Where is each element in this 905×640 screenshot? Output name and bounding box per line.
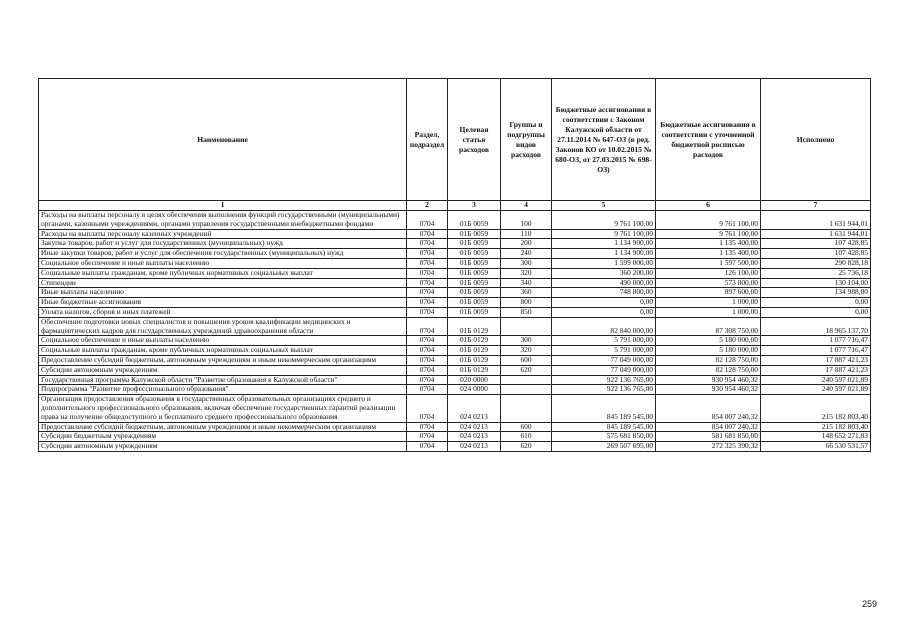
row-group: 320 — [501, 268, 552, 278]
row-budget-law: 922 136 765,00 — [552, 385, 656, 395]
row-executed: 17 887 421,23 — [761, 355, 871, 365]
row-section: 0704 — [407, 365, 448, 375]
table-body — [39, 211, 871, 452]
column-number: 7 — [761, 201, 871, 211]
row-budget-refined: 897 600,00 — [656, 288, 761, 298]
row-name: Предоставление субсидий бюджетным, автономным учреждениям и иным некоммерческим организациям — [39, 355, 407, 365]
row-target: 01Б 0129 — [448, 355, 501, 365]
row-budget-refined: 573 800,00 — [656, 278, 761, 288]
table-row — [39, 239, 871, 249]
row-executed: 18 965 137,70 — [761, 317, 871, 336]
header-groups: Группы и подгруппы видов расходов — [501, 79, 552, 201]
row-budget-refined: 930 954 460,32 — [656, 385, 761, 395]
header-section: Раздел, подраздел — [407, 79, 448, 201]
row-section: 0704 — [407, 336, 448, 346]
column-number: 1 — [39, 201, 407, 211]
row-target: 01Б 0059 — [448, 249, 501, 259]
table-row — [39, 365, 871, 375]
row-target: 01Б 0129 — [448, 336, 501, 346]
budget-table — [38, 78, 871, 452]
row-group: 240 — [501, 249, 552, 259]
row-target: 024 0213 — [448, 442, 501, 452]
row-budget-refined: 272 325 390,32 — [656, 442, 761, 452]
column-number: 3 — [448, 201, 501, 211]
row-target: 024 0000 — [448, 385, 501, 395]
row-budget-refined: 126 100,00 — [656, 268, 761, 278]
column-number: 5 — [552, 201, 656, 211]
row-budget-law: 77 049 000,00 — [552, 355, 656, 365]
row-section: 0704 — [407, 395, 448, 422]
row-target: 01Б 0059 — [448, 258, 501, 268]
row-section: 0704 — [407, 307, 448, 317]
column-number: 4 — [501, 201, 552, 211]
row-executed: 0,00 — [761, 298, 871, 308]
row-executed: 290 828,18 — [761, 258, 871, 268]
row-group: 850 — [501, 307, 552, 317]
row-budget-law: 5 791 000,00 — [552, 336, 656, 346]
row-name: Иные закупки товаров, работ и услуг для обеспечения государственных (муниципальных) нужд — [39, 249, 407, 259]
table-row — [39, 375, 871, 385]
header-row — [39, 79, 871, 201]
row-executed: 1 077 716,47 — [761, 336, 871, 346]
row-budget-law: 360 200,00 — [552, 268, 656, 278]
row-section: 0704 — [407, 211, 448, 230]
row-budget-law: 748 800,00 — [552, 288, 656, 298]
row-budget-refined: 1 135 400,00 — [656, 249, 761, 259]
row-name: Государственная программа Калужской области "Развитие образования в Калужской области" — [39, 375, 407, 385]
row-budget-law: 1 599 000,00 — [552, 258, 656, 268]
row-budget-refined: 5 180 000,00 — [656, 336, 761, 346]
row-budget-refined: 854 007 240,32 — [656, 422, 761, 432]
row-section: 0704 — [407, 278, 448, 288]
row-name: Закупка товаров, работ и услуг для государственных (муниципальных) нужд — [39, 239, 407, 249]
row-name: Иные бюджетные ассигнования — [39, 298, 407, 308]
row-executed: 107 428,85 — [761, 249, 871, 259]
row-budget-refined: 82 128 750,00 — [656, 365, 761, 375]
row-executed: 107 428,85 — [761, 239, 871, 249]
row-budget-law: 0,00 — [552, 298, 656, 308]
row-executed: 1 631 944,01 — [761, 211, 871, 230]
row-name: Подпрограмма "Развитие профессионального образования" — [39, 385, 407, 395]
row-name: Субсидии бюджетным учреждениям — [39, 432, 407, 442]
row-section: 0704 — [407, 375, 448, 385]
page-number: 259 — [862, 599, 878, 609]
row-group: 360 — [501, 288, 552, 298]
row-section: 0704 — [407, 317, 448, 336]
row-executed: 215 182 803,40 — [761, 422, 871, 432]
header-name: Наименование — [39, 79, 407, 201]
row-name: Субсидии автономным учреждениям — [39, 365, 407, 375]
row-budget-law: 490 000,00 — [552, 278, 656, 288]
row-group — [501, 375, 552, 385]
table-row — [39, 432, 871, 442]
row-budget-law: 845 189 545,00 — [552, 395, 656, 422]
row-budget-law: 9 761 100,00 — [552, 211, 656, 230]
row-group: 300 — [501, 258, 552, 268]
row-executed: 240 597 021,89 — [761, 385, 871, 395]
row-section: 0704 — [407, 422, 448, 432]
row-group — [501, 385, 552, 395]
row-budget-law: 1 134 900,00 — [552, 249, 656, 259]
row-section: 0704 — [407, 249, 448, 259]
row-group: 800 — [501, 298, 552, 308]
row-executed: 148 652 271,83 — [761, 432, 871, 442]
row-target: 01Б 0059 — [448, 307, 501, 317]
row-name: Предоставление субсидий бюджетным, автономным учреждениям и иным некоммерческим организациям — [39, 422, 407, 432]
row-target: 01Б 0059 — [448, 229, 501, 239]
row-executed: 66 530 531,57 — [761, 442, 871, 452]
row-target: 01Б 0129 — [448, 365, 501, 375]
row-name: Социальное обеспечение и иные выплаты населению — [39, 258, 407, 268]
row-group: 100 — [501, 211, 552, 230]
header-target: Целевая статья расходов — [448, 79, 501, 201]
row-section: 0704 — [407, 258, 448, 268]
row-budget-refined: 930 954 460,32 — [656, 375, 761, 385]
row-section: 0704 — [407, 355, 448, 365]
table-row — [39, 298, 871, 308]
row-budget-refined: 1 135 400,00 — [656, 239, 761, 249]
table-row — [39, 317, 871, 336]
row-name: Расходы на выплаты персоналу казенных учреждений — [39, 229, 407, 239]
row-budget-law: 845 189 545,00 — [552, 422, 656, 432]
row-budget-refined: 1 000,00 — [656, 298, 761, 308]
row-executed: 1 077 716,47 — [761, 346, 871, 356]
table-row — [39, 385, 871, 395]
row-target: 01Б 0129 — [448, 317, 501, 336]
row-group: 610 — [501, 432, 552, 442]
row-budget-law: 575 681 850,00 — [552, 432, 656, 442]
row-budget-refined: 87 308 750,00 — [656, 317, 761, 336]
row-budget-law: 77 049 000,00 — [552, 365, 656, 375]
header-executed: Исполнено — [761, 79, 871, 201]
row-group: 200 — [501, 239, 552, 249]
row-target: 01Б 0129 — [448, 346, 501, 356]
row-name: Расходы на выплаты персоналу в целях обеспечения выполнения функций государственными (муниципальными) органами, казенными учреждениями, органами управления государственными внебюджетными фондами — [39, 211, 407, 230]
row-executed: 215 182 803,40 — [761, 395, 871, 422]
table-row — [39, 258, 871, 268]
row-name: Социальные выплаты гражданам, кроме публичных нормативных социальных выплат — [39, 346, 407, 356]
table-row — [39, 442, 871, 452]
column-number-row — [39, 201, 871, 211]
row-section: 0704 — [407, 442, 448, 452]
row-section: 0704 — [407, 298, 448, 308]
row-budget-law: 9 761 100,00 — [552, 229, 656, 239]
row-name: Уплата налогов, сборов и иных платежей — [39, 307, 407, 317]
row-group: 600 — [501, 422, 552, 432]
row-executed: 134 988,00 — [761, 288, 871, 298]
row-target: 024 0213 — [448, 432, 501, 442]
row-name: Иные выплаты населению — [39, 288, 407, 298]
table-row — [39, 346, 871, 356]
row-section: 0704 — [407, 239, 448, 249]
row-name: Социальное обеспечение и иные выплаты населению — [39, 336, 407, 346]
row-target: 01Б 0059 — [448, 298, 501, 308]
row-section: 0704 — [407, 385, 448, 395]
row-target: 01Б 0059 — [448, 268, 501, 278]
table-row — [39, 278, 871, 288]
row-budget-refined: 1 597 500,00 — [656, 258, 761, 268]
table-row — [39, 249, 871, 259]
row-group — [501, 395, 552, 422]
row-executed: 130 104,00 — [761, 278, 871, 288]
row-target: 024 0213 — [448, 395, 501, 422]
table-row — [39, 355, 871, 365]
row-executed: 1 631 944,01 — [761, 229, 871, 239]
row-group: 620 — [501, 365, 552, 375]
row-name: Обеспечение подготовки новых специалистов и повышения уровня квалификации медицинских и фармацевтических кадров для государственных учреждений здравоохранения области — [39, 317, 407, 336]
row-budget-refined: 581 681 850,00 — [656, 432, 761, 442]
row-target: 01Б 0059 — [448, 211, 501, 230]
header-budget-refined: Бюджетные ассигнования в соответствии с уточненной бюджетной росписью расходов — [656, 79, 761, 201]
row-section: 0704 — [407, 268, 448, 278]
table-row — [39, 307, 871, 317]
row-budget-law: 5 791 000,00 — [552, 346, 656, 356]
row-target: 024 0213 — [448, 422, 501, 432]
row-executed: 0,00 — [761, 307, 871, 317]
table-row — [39, 211, 871, 230]
row-section: 0704 — [407, 432, 448, 442]
column-number: 2 — [407, 201, 448, 211]
table-row — [39, 288, 871, 298]
row-group: 110 — [501, 229, 552, 239]
row-budget-refined: 1 000,00 — [656, 307, 761, 317]
row-executed: 25 736,18 — [761, 268, 871, 278]
row-budget-law: 82 840 000,00 — [552, 317, 656, 336]
row-executed: 17 887 421,23 — [761, 365, 871, 375]
row-budget-law: 0,00 — [552, 307, 656, 317]
row-section: 0704 — [407, 346, 448, 356]
row-section: 0704 — [407, 288, 448, 298]
row-name: Стипендии — [39, 278, 407, 288]
row-target: 020 0000 — [448, 375, 501, 385]
row-budget-law: 269 507 695,00 — [552, 442, 656, 452]
table-row — [39, 229, 871, 239]
row-group: 340 — [501, 278, 552, 288]
row-budget-refined: 5 180 000,00 — [656, 346, 761, 356]
table-row — [39, 395, 871, 422]
row-section: 0704 — [407, 229, 448, 239]
row-executed: 240 597 021,89 — [761, 375, 871, 385]
table-row — [39, 268, 871, 278]
row-budget-refined: 9 761 100,00 — [656, 229, 761, 239]
row-name: Социальные выплаты гражданам, кроме публичных нормативных социальных выплат — [39, 268, 407, 278]
row-name: Субсидии автономным учреждениям — [39, 442, 407, 452]
row-budget-refined: 82 128 750,00 — [656, 355, 761, 365]
row-target: 01Б 0059 — [448, 288, 501, 298]
header-budget-law: Бюджетные ассигнования в соответствии с Законом Калужской области от 27.11.2014 № 647-ОЗ (в ред. Законов КО от 10.02.2015 № 680-ОЗ, от 27.03.2015 № 698-ОЗ) — [552, 79, 656, 201]
row-target: 01Б 0059 — [448, 239, 501, 249]
row-group: 600 — [501, 355, 552, 365]
row-budget-law: 922 136 765,00 — [552, 375, 656, 385]
row-budget-law: 1 134 900,00 — [552, 239, 656, 249]
row-group — [501, 317, 552, 336]
row-group: 320 — [501, 346, 552, 356]
column-number: 6 — [656, 201, 761, 211]
row-target: 01Б 0059 — [448, 278, 501, 288]
row-budget-refined: 854 007 240,32 — [656, 395, 761, 422]
row-budget-refined: 9 761 100,00 — [656, 211, 761, 230]
table-row — [39, 336, 871, 346]
row-name: Организация предоставления образования в государственных образовательных организациях среднего и дополнительного профессионального образования, включая обеспечение государственных гарантий реализации права на получение общедоступного и бесплатного среднего профессионального образования — [39, 395, 407, 422]
row-group: 300 — [501, 336, 552, 346]
table-row — [39, 422, 871, 432]
row-group: 620 — [501, 442, 552, 452]
